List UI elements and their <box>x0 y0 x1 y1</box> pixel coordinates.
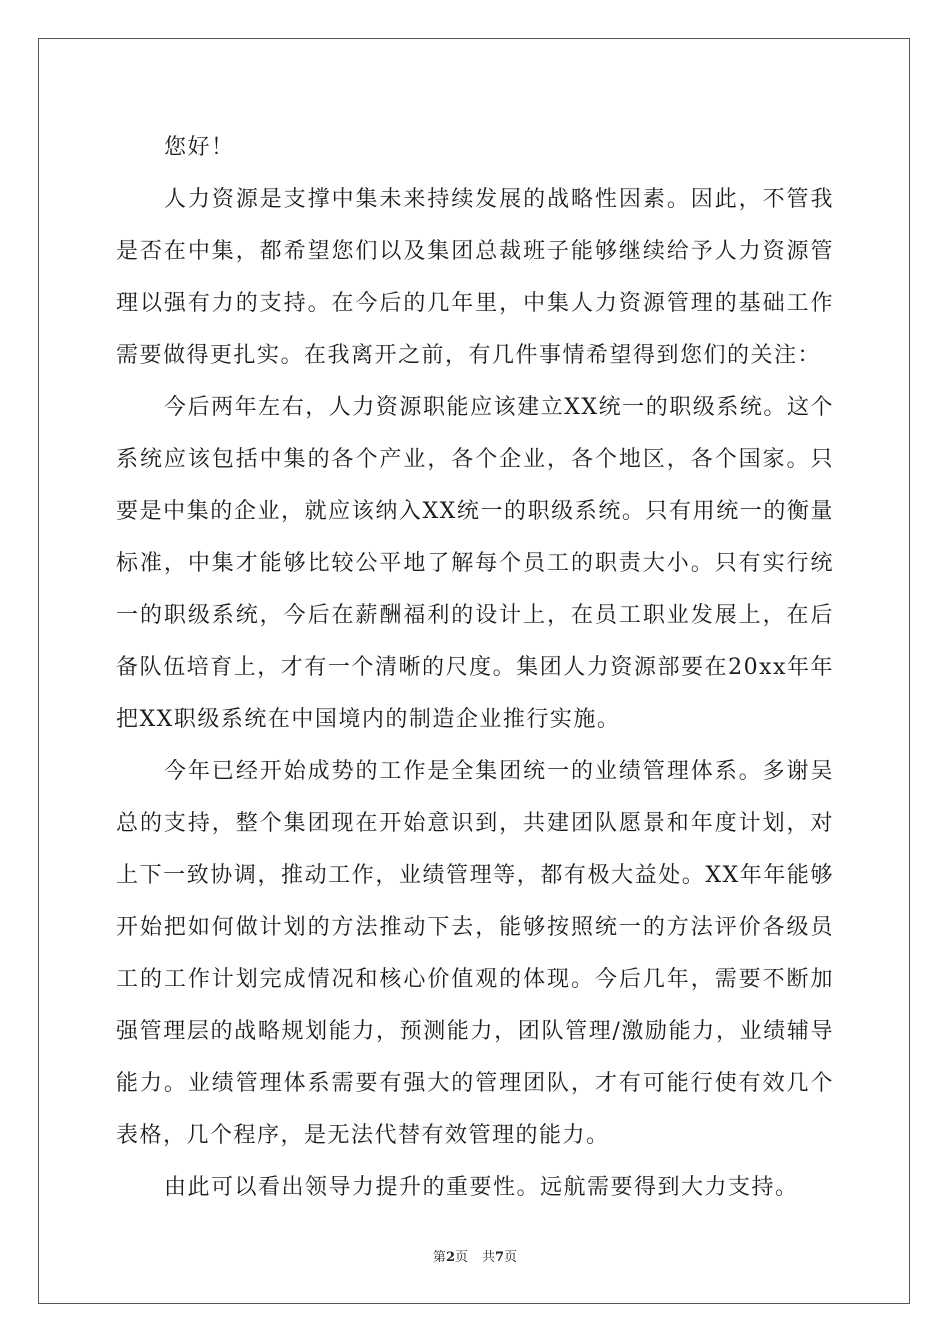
total-suffix: 页 <box>504 1250 518 1265</box>
page-total: 7 <box>495 1250 505 1265</box>
paragraph-1: 人力资源是支撑中集未来持续发展的战略性因素。因此，不管我是否在中集，都希望您们以及集团总裁班子能够继续给予人力资源管理以强有力的支持。在今后的几年里，中集人力资源管理的基础工作需要做得更扎实。在我离开之前，有几件事情希望得到您们的关注： <box>116 187 834 368</box>
document-body <box>116 122 834 1214</box>
paragraph-4: 由此可以看出领导力提升的重要性。远航需要得到大力支持。 <box>164 1175 799 1200</box>
page-suffix: 页 <box>454 1250 468 1265</box>
page-current: 2 <box>445 1250 455 1265</box>
total-prefix: 共 <box>482 1250 496 1265</box>
paragraph-3: 今年已经开始成势的工作是全集团统一的业绩管理体系。多谢吴总的支持，整个集团现在开始意识到，共建团队愿景和年度计划，对上下一致协调，推动工作，业绩管理等，都有极大益处。XX年年能够开始把如何做计划的方法推动下去，能够按照统一的方法评价各级员工的工作计划完成情况和核心价值观的体现。今后几年，需要不断加强管理层的战略规划能力，预测能力，团队管理/激励能力，业绩辅导能力。业绩管理体系需要有强大的管理团队，才有可能行使有效几个表格，几个程序，是无法代替有效管理的能力。 <box>116 759 834 1148</box>
page-footer <box>0 1246 950 1265</box>
paragraph-2: 今后两年左右，人力资源职能应该建立XX统一的职级系统。这个系统应该包括中集的各个产业，各个企业，各个地区，各个国家。只要是中集的企业，就应该纳入XX统一的职级系统。只有用统一的衡量标准，中集才能够比较公平地了解每个员工的职责大小。只有实行统一的职级系统，今后在薪酬福利的设计上，在员工职业发展上，在后备队伍培育上，才有一个清晰的尺度。集团人力资源部要在20xx年年把XX职级系统在中国境内的制造企业推行实施。 <box>116 395 834 732</box>
greeting: 您好！ <box>164 135 235 160</box>
page-prefix: 第 <box>432 1250 446 1265</box>
